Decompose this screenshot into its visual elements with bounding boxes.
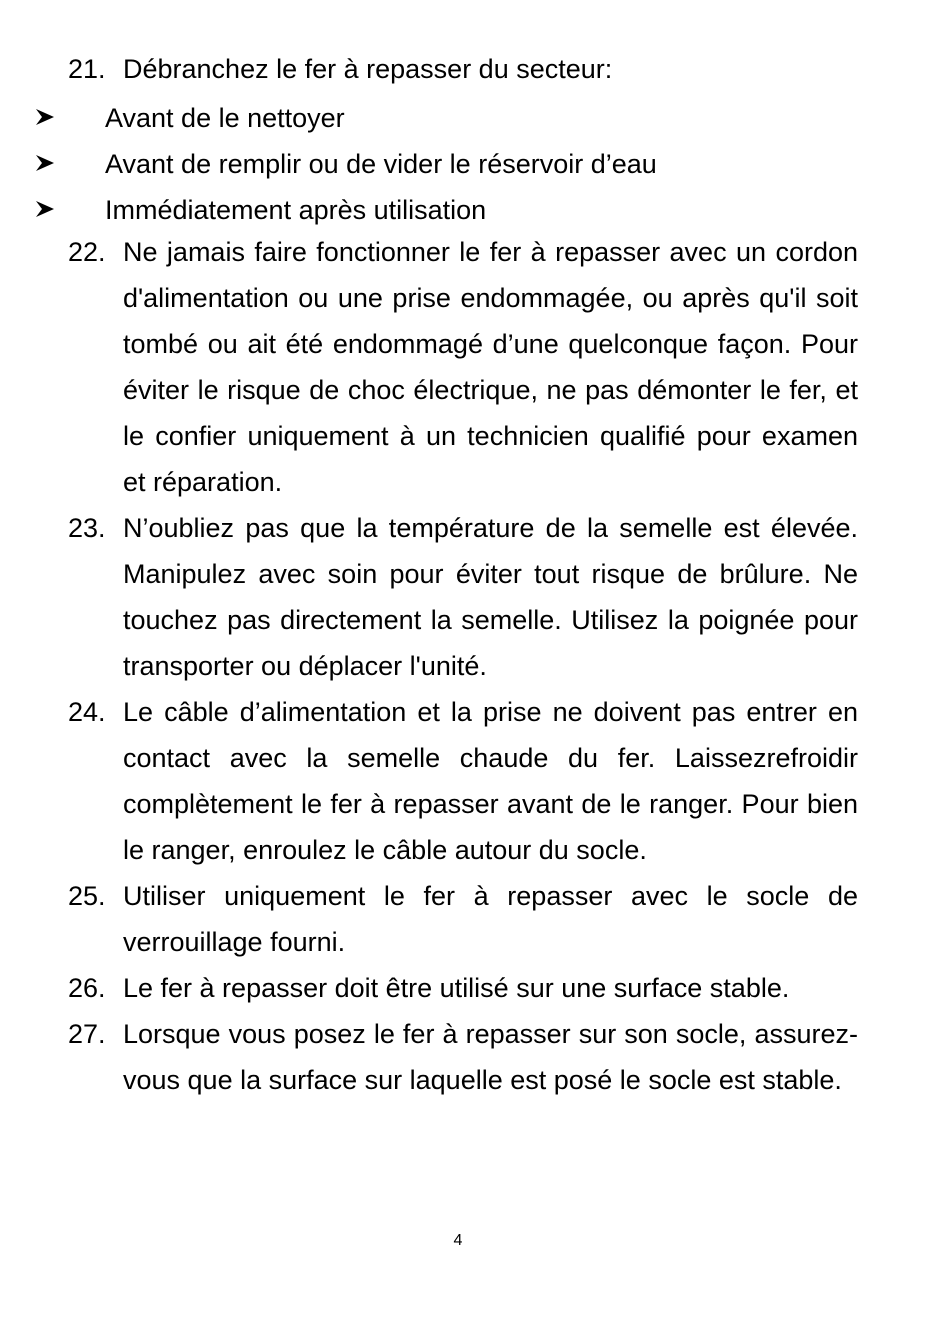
list-item-27 bbox=[68, 1011, 858, 1103]
bullet-text: Immédiatement après utilisation bbox=[105, 195, 487, 225]
bullet-text: Avant de le nettoyer bbox=[105, 103, 345, 133]
arrow-bullet-icon bbox=[35, 190, 105, 231]
item-number: 23. bbox=[68, 513, 106, 543]
numbered-list bbox=[68, 229, 858, 1103]
item-number: 27. bbox=[68, 1019, 106, 1049]
list-item-23 bbox=[68, 505, 858, 689]
item-text: Lorsque vous posez le fer à repasser sur son socle, assurez-vous que la surface sur laquelle est posé le socle est stable. bbox=[123, 1019, 858, 1095]
item-number: 24. bbox=[68, 697, 106, 727]
item-text: Le fer à repasser doit être utilisé sur une surface stable. bbox=[123, 973, 790, 1003]
list-item-26 bbox=[68, 965, 858, 1011]
item-number: 26. bbox=[68, 973, 106, 1003]
item-text: Le câble d’alimentation et la prise ne doivent pas entrer en contact avec la semelle chaude du fer. Laissezrefroidir complètement le fer à repasser avant de le ranger. Pour bien le ranger, enroulez le câble autour du socle. bbox=[123, 697, 858, 865]
bullet-item bbox=[35, 98, 657, 144]
item-text: Utiliser uniquement le fer à repasser avec le socle de verrouillage fourni. bbox=[123, 881, 858, 957]
list-item-25 bbox=[68, 873, 858, 965]
list-item-21 bbox=[68, 49, 612, 89]
item-number: 25. bbox=[68, 881, 106, 911]
arrow-bullet-icon bbox=[35, 144, 105, 185]
bullet-list bbox=[35, 98, 657, 236]
bullet-item bbox=[35, 144, 657, 190]
item-number: 21. bbox=[68, 54, 106, 84]
bullet-text: Avant de remplir ou de vider le réservoir d’eau bbox=[105, 149, 657, 179]
item-number: 22. bbox=[68, 237, 106, 267]
arrow-bullet-icon bbox=[35, 98, 105, 139]
item-text: N’oubliez pas que la température de la semelle est élevée. Manipulez avec soin pour éviter tout risque de brûlure. Ne touchez pas directement la semelle. Utilisez la poignée pour transporter ou déplacer l'unité. bbox=[123, 513, 858, 681]
page-number: 4 bbox=[453, 1232, 463, 1249]
list-item-24 bbox=[68, 689, 858, 873]
item-text: Ne jamais faire fonctionner le fer à repasser avec un cordon d'alimentation ou une prise endommagée, ou après qu'il soit tombé ou ait été endommagé d’une quelconque façon. Pour éviter le risque de choc électrique, ne pas démonter le fer, et le confier uniquement à un technicien qualifié pour examen et réparation. bbox=[123, 237, 858, 497]
item-text: Débranchez le fer à repasser du secteur: bbox=[123, 54, 613, 84]
list-item-22 bbox=[68, 229, 858, 505]
